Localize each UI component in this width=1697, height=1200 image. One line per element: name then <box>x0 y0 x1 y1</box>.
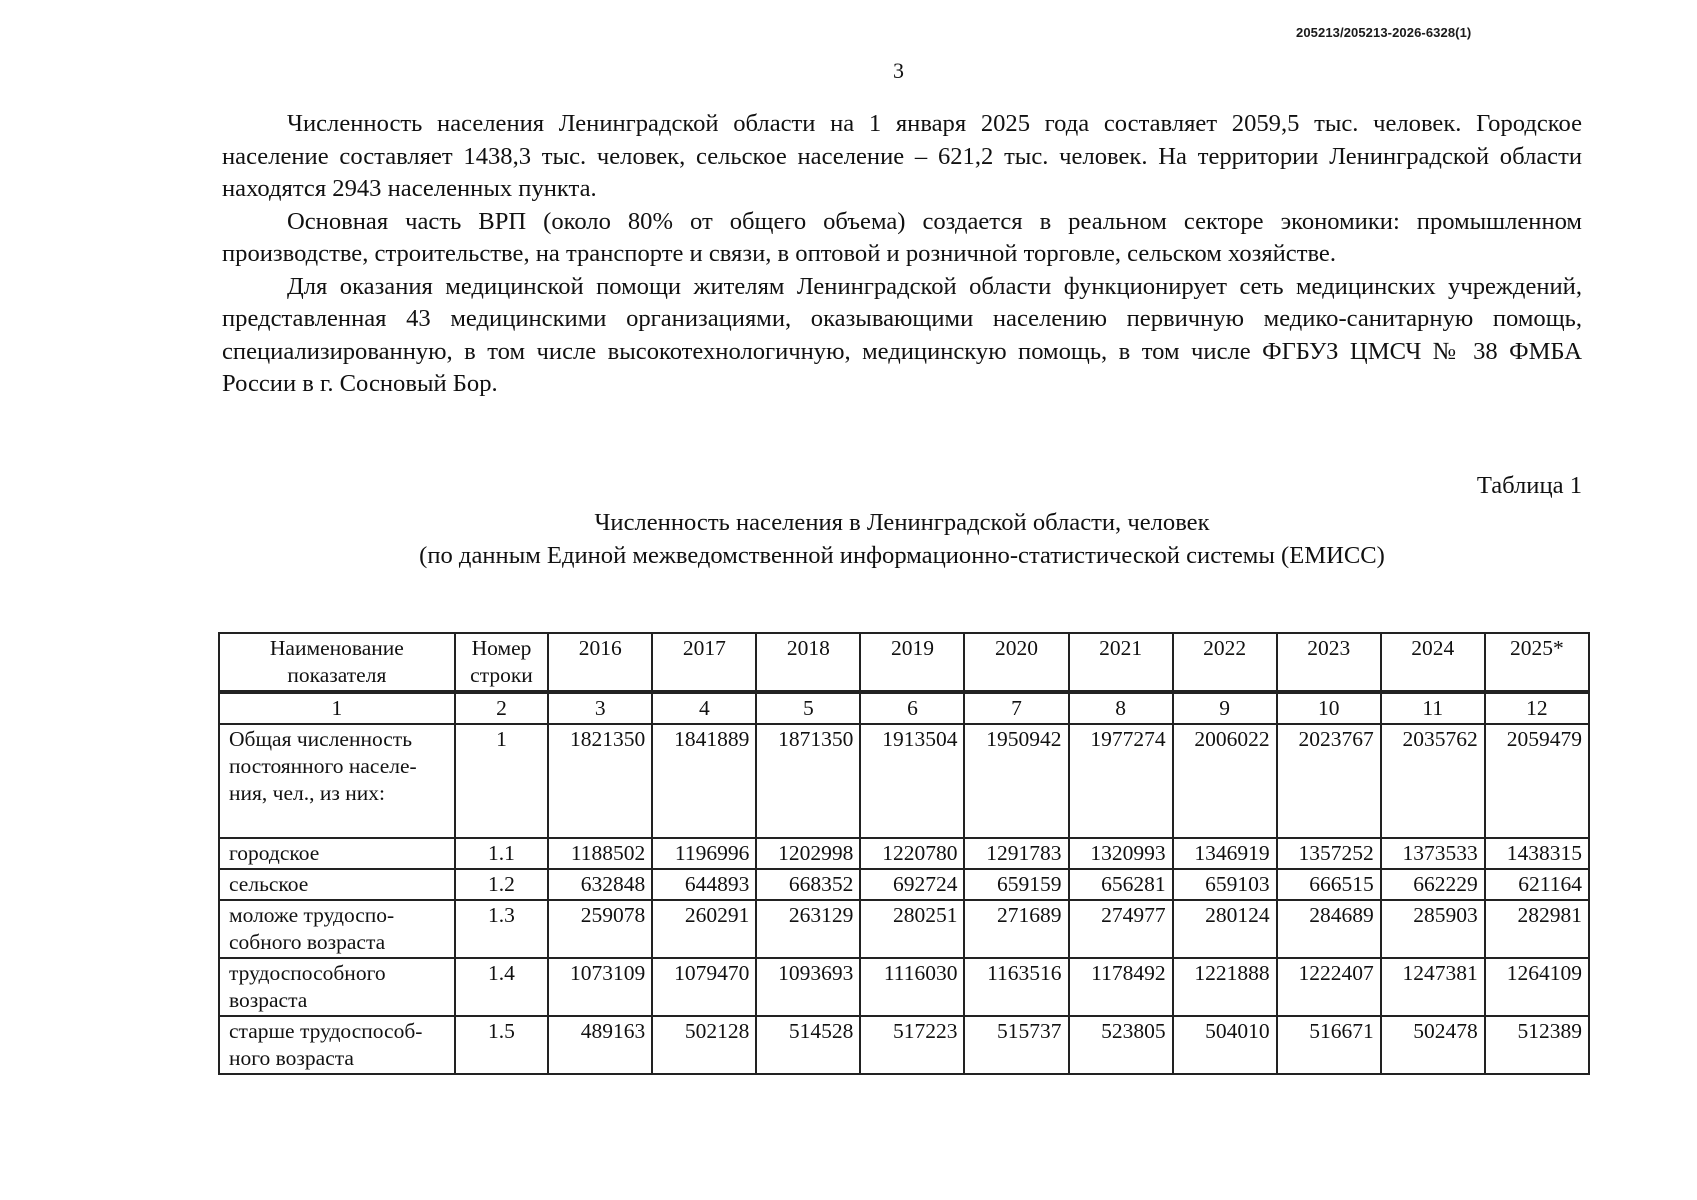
cell-value: 516671 <box>1277 1016 1381 1074</box>
column-number: 9 <box>1173 692 1277 724</box>
column-number: 5 <box>756 692 860 724</box>
row-name: старше трудоспособ-ного возраста <box>219 1016 455 1074</box>
cell-value: 1188502 <box>548 838 652 869</box>
cell-value: 621164 <box>1485 869 1589 900</box>
row-code: 1.4 <box>455 958 548 1016</box>
column-number: 1 <box>219 692 455 724</box>
cell-value: 656281 <box>1069 869 1173 900</box>
column-number: 7 <box>964 692 1068 724</box>
table-label: Таблица 1 <box>1476 472 1582 499</box>
paragraph-grp: Основная часть ВРП (около 80% от общего объема) создается в реальном секторе экономики: промышленном производстве, строительстве, на транспорте и связи, в оптовой и розничной торговле, сельском хозяйстве. <box>222 207 1582 267</box>
column-number: 3 <box>548 692 652 724</box>
cell-value: 1073109 <box>548 958 652 1016</box>
cell-value: 1079470 <box>652 958 756 1016</box>
cell-value: 662229 <box>1381 869 1485 900</box>
cell-value: 263129 <box>756 900 860 958</box>
row-code: 1.1 <box>455 838 548 869</box>
cell-value: 659159 <box>964 869 1068 900</box>
cell-value: 280251 <box>860 900 964 958</box>
cell-value: 644893 <box>652 869 756 900</box>
column-number: 12 <box>1485 692 1589 724</box>
cell-value: 284689 <box>1277 900 1381 958</box>
population-table <box>218 632 1590 1075</box>
cell-value: 274977 <box>1069 900 1173 958</box>
table-row <box>219 1016 1589 1074</box>
cell-value: 2059479 <box>1485 724 1589 838</box>
cell-value: 2035762 <box>1381 724 1485 838</box>
row-code: 1 <box>455 724 548 838</box>
row-code: 1.5 <box>455 1016 548 1074</box>
table-title-line2: (по данным Единой межведомственной информационно-статистической системы (ЕМИСС) <box>419 542 1385 569</box>
row-name: сельское <box>219 869 455 900</box>
cell-value: 285903 <box>1381 900 1485 958</box>
header-year-2019: 2019 <box>860 633 964 692</box>
header-year-2016: 2016 <box>548 633 652 692</box>
cell-value: 280124 <box>1173 900 1277 958</box>
header-year-2025: 2025* <box>1485 633 1589 692</box>
column-number: 10 <box>1277 692 1381 724</box>
table-title-line1: Численность населения в Ленинградской области, человек <box>594 509 1210 536</box>
cell-value: 1220780 <box>860 838 964 869</box>
header-year-2022: 2022 <box>1173 633 1277 692</box>
header-row-number: Номер строки <box>455 633 548 692</box>
cell-value: 514528 <box>756 1016 860 1074</box>
cell-value: 2023767 <box>1277 724 1381 838</box>
cell-value: 1247381 <box>1381 958 1485 1016</box>
cell-value: 1977274 <box>1069 724 1173 838</box>
cell-value: 1116030 <box>860 958 964 1016</box>
header-year-2021: 2021 <box>1069 633 1173 692</box>
document-id: 205213/205213-2026-6328(1) <box>1296 25 1472 40</box>
cell-value: 259078 <box>548 900 652 958</box>
cell-value: 1841889 <box>652 724 756 838</box>
cell-value: 1222407 <box>1277 958 1381 1016</box>
cell-value: 632848 <box>548 869 652 900</box>
cell-value: 1202998 <box>756 838 860 869</box>
cell-value: 489163 <box>548 1016 652 1074</box>
cell-value: 668352 <box>756 869 860 900</box>
page-number: 3 <box>893 58 904 83</box>
cell-value: 1163516 <box>964 958 1068 1016</box>
header-indicator-name: Наименование показателя <box>219 633 455 692</box>
table-row <box>219 900 1589 958</box>
header-year-2017: 2017 <box>652 633 756 692</box>
cell-value: 515737 <box>964 1016 1068 1074</box>
cell-value: 659103 <box>1173 869 1277 900</box>
cell-value: 1950942 <box>964 724 1068 838</box>
header-year-2020: 2020 <box>964 633 1068 692</box>
cell-value: 517223 <box>860 1016 964 1074</box>
cell-value: 1196996 <box>652 838 756 869</box>
table-header-row <box>219 633 1589 692</box>
cell-value: 1178492 <box>1069 958 1173 1016</box>
cell-value: 502478 <box>1381 1016 1485 1074</box>
row-name: трудоспособного возраста <box>219 958 455 1016</box>
row-name: городское <box>219 838 455 869</box>
table-row <box>219 869 1589 900</box>
cell-value: 271689 <box>964 900 1068 958</box>
table-row <box>219 838 1589 869</box>
header-year-2023: 2023 <box>1277 633 1381 692</box>
table-row <box>219 724 1589 838</box>
column-number: 4 <box>652 692 756 724</box>
cell-value: 1913504 <box>860 724 964 838</box>
table-title <box>222 506 1582 572</box>
cell-value: 666515 <box>1277 869 1381 900</box>
row-name: моложе трудоспо-собного возраста <box>219 900 455 958</box>
cell-value: 1093693 <box>756 958 860 1016</box>
cell-value: 504010 <box>1173 1016 1277 1074</box>
cell-value: 692724 <box>860 869 964 900</box>
row-code: 1.3 <box>455 900 548 958</box>
cell-value: 260291 <box>652 900 756 958</box>
table-row <box>219 958 1589 1016</box>
cell-value: 1346919 <box>1173 838 1277 869</box>
column-number: 11 <box>1381 692 1485 724</box>
cell-value: 1221888 <box>1173 958 1277 1016</box>
header-year-2024: 2024 <box>1381 633 1485 692</box>
paragraph-population: Численность населения Ленинградской области на 1 января 2025 года составляет 2059,5 тыс. человек. Городское население составляет 1438,3 тыс. человек, сельское население – 621,2 тыс. человек. На территории Ленинградской области находятся 2943 населенных пункта. <box>222 110 1582 202</box>
cell-value: 512389 <box>1485 1016 1589 1074</box>
cell-value: 1871350 <box>756 724 860 838</box>
cell-value: 502128 <box>652 1016 756 1074</box>
column-number: 6 <box>860 692 964 724</box>
cell-value: 1821350 <box>548 724 652 838</box>
cell-value: 1373533 <box>1381 838 1485 869</box>
cell-value: 523805 <box>1069 1016 1173 1074</box>
header-year-2018: 2018 <box>756 633 860 692</box>
row-code: 1.2 <box>455 869 548 900</box>
column-number: 2 <box>455 692 548 724</box>
column-number-row <box>219 692 1589 724</box>
cell-value: 2006022 <box>1173 724 1277 838</box>
cell-value: 1438315 <box>1485 838 1589 869</box>
paragraph-medical: Для оказания медицинской помощи жителям Ленинградской области функционирует сеть медицинских учреждений, представленная 43 медицинскими организациями, оказывающими населению первичную медико-санитарную помощь, специализированную, в том числе высокотехнологичную, медицинскую помощь, в том числе ФГБУЗ ЦМСЧ № 38 ФМБА России в г. Сосновый Бор. <box>222 272 1582 397</box>
row-name: Общая численность постоянного населе-ния, чел., из них: <box>219 724 455 838</box>
cell-value: 1357252 <box>1277 838 1381 869</box>
cell-value: 1320993 <box>1069 838 1173 869</box>
cell-value: 282981 <box>1485 900 1589 958</box>
body-text <box>222 108 1582 401</box>
cell-value: 1291783 <box>964 838 1068 869</box>
column-number: 8 <box>1069 692 1173 724</box>
cell-value: 1264109 <box>1485 958 1589 1016</box>
